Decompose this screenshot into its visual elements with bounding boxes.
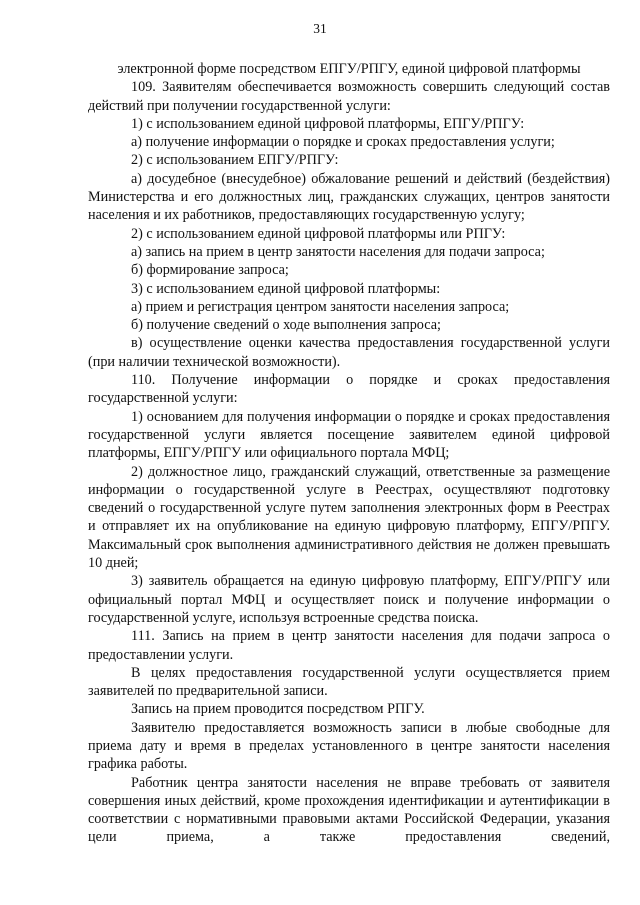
paragraph: электронной форме посредством ЕПГУ/РПГУ, единой цифровой платформы (117, 61, 581, 77)
paragraph: 1) основанием для получения информации о порядке и сроках предоставления государственной услуги является посещение заявителем единой цифровой платформы, ЕПГУ/РПГУ или официального портала МФЦ; (88, 408, 610, 462)
paragraph: б) получение сведений о ходе выполнения запроса; (131, 317, 441, 334)
paragraph: а) запись на прием в центр занятости населения для подачи запроса; (131, 243, 545, 260)
paragraph: Заявителю предоставляется возможность записи в любые свободные для приема дату и время в пределах установленного в центре занятости населения графика работы. (88, 719, 610, 773)
paragraph: 3) с использованием единой цифровой платформы: (131, 280, 441, 297)
paragraph: Работник центра занятости населения не вправе требовать от заявителя совершения иных действий, кроме прохождения идентификации и аутентификации в соответствии с нормативными правовыми актами Российской Федерации, указания цели приема, а также предоставления сведений, (88, 774, 610, 846)
paragraph: В целях предоставления государственной услуги осуществляется прием заявителей по предварительной записи. (88, 664, 610, 700)
paragraph: 2) с использованием единой цифровой платформы или РПГУ: (131, 225, 506, 242)
document-body (88, 60, 610, 847)
paragraph: 3) заявитель обращается на единую цифровую платформу, ЕПГУ/РПГУ или официальный портал МФЦ и осуществляет поиск и получение информации о государственной услуге, используя встроенные средства поиска. (88, 573, 610, 626)
paragraph: а) досудебное (внесудебное) обжалование решений и действий (бездействия) Министерства и его должностных лиц, гражданских служащих, центров занятости населения и их работников, предоставляющих государственную услугу; (88, 170, 610, 224)
paragraph: 2) с использованием ЕПГУ/РПГУ: (131, 152, 339, 169)
paragraph: 109. Заявителям обеспечивается возможность совершить следующий состав действий при получении государственной услуги: (88, 79, 610, 114)
paragraph: в) осуществление оценки качества предоставления государственной услуги (при наличии технической возможности). (88, 335, 610, 370)
paragraph: 111. Запись на прием в центр занятости населения для подачи запроса о предоставлении услуги. (88, 628, 610, 663)
paragraph: 110. Получение информации о порядке и сроках предоставления государственной услуги: (88, 372, 610, 407)
paragraph: Запись на прием проводится посредством РПГУ. (131, 701, 425, 718)
paragraph: 2) должностное лицо, гражданский служащий, ответственные за размещение информации о государственной услуге в Реестрах, осуществляют подготовку сведений о государственной услуге путем заполнения электронных форм в Реестрах и отправляет их на опубликование на единую цифровую платформу, ЕПГУ/РПГУ. Максимальный срок выполнения административного действия не должен превышать 10 дней; (88, 463, 610, 572)
paragraph: 1) с использованием единой цифровой платформы, ЕПГУ/РПГУ: (131, 115, 525, 132)
paragraph: б) формирование запроса; (131, 262, 289, 279)
paragraph: а) получение информации о порядке и сроках предоставления услуги; (131, 134, 555, 151)
page-number: 31 (313, 21, 327, 36)
paragraph: а) прием и регистрация центром занятости населения запроса; (131, 298, 510, 315)
